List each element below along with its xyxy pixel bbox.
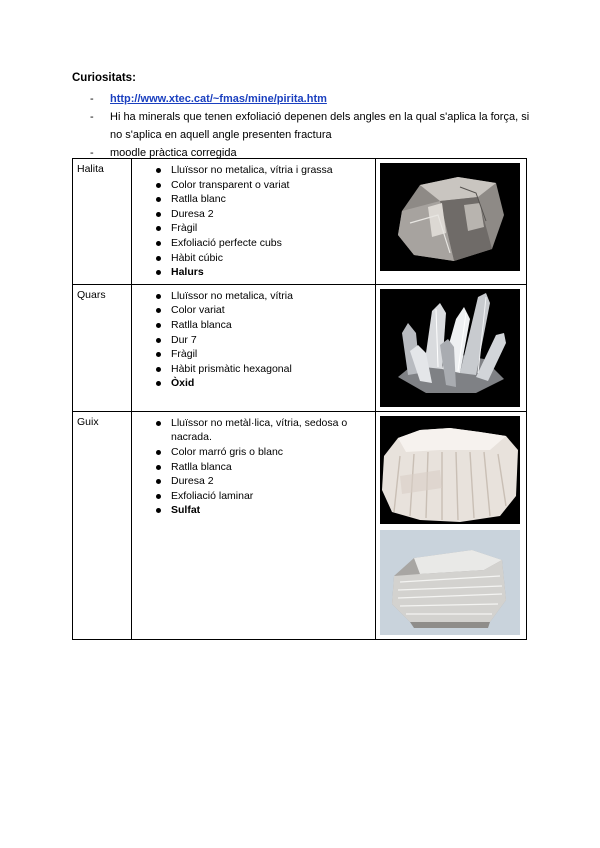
property-item: Ratlla blanca <box>136 460 371 475</box>
property-item: Ratlla blanca <box>136 318 371 333</box>
mineral-group: Sulfat <box>136 503 371 518</box>
gypsum-photo-2 <box>380 530 520 635</box>
property-item: Dur 7 <box>136 333 371 348</box>
quartz-photo <box>380 289 520 407</box>
mineral-group: Halurs <box>136 265 371 280</box>
halite-photo <box>380 163 520 271</box>
property-item: Hàbit prismàtic hexagonal <box>136 362 371 377</box>
mineral-name: Halita <box>73 159 132 285</box>
mineral-image-cell <box>376 411 527 639</box>
property-item: Duresa 2 <box>136 474 371 489</box>
mineral-name: Guix <box>73 411 132 639</box>
property-item: Lluïssor no metàl·lica, vítria, sedosa o nacrada. <box>136 416 371 445</box>
table-row <box>73 284 527 411</box>
property-item: Fràgil <box>136 221 371 236</box>
note-text: Hi ha minerals que tenen exfoliació depenen dels angles en la qual s'aplica la força, si no s'aplica en aquell angle presenten fractura <box>110 111 530 141</box>
property-item: Exfoliació perfecte cubs <box>136 236 371 251</box>
mineral-group: Òxid <box>136 376 371 391</box>
property-item: Ratlla blanc <box>136 192 371 207</box>
section-heading: Curiositats: <box>72 72 136 84</box>
mineral-image-cell <box>376 159 527 285</box>
note-text: moodle pràctica corregida <box>110 147 237 159</box>
mineral-properties <box>132 411 376 639</box>
note-item: - moodle pràctica corregida <box>90 147 237 159</box>
property-item: Color variat <box>136 303 371 318</box>
notes-list <box>90 90 530 162</box>
mineral-properties <box>132 159 376 285</box>
note-item[interactable]: - http://www.xtec.cat/~fmas/mine/pirita.htm <box>90 93 327 105</box>
property-item: Color transparent o variat <box>136 178 371 193</box>
pirita-link[interactable]: http://www.xtec.cat/~fmas/mine/pirita.htm <box>110 93 327 105</box>
property-item: Hàbit cúbic <box>136 251 371 266</box>
mineral-name: Quars <box>73 284 132 411</box>
minerals-table <box>72 158 527 640</box>
note-item: - Hi ha minerals que tenen exfoliació depenen dels angles en la qual s'aplica la força, si no s'aplica en aquell angle presenten fractura <box>90 111 530 141</box>
property-item: Fràgil <box>136 347 371 362</box>
mineral-image-cell <box>376 284 527 411</box>
mineral-properties <box>132 284 376 411</box>
property-item: Exfoliació laminar <box>136 489 371 504</box>
gypsum-photo <box>380 416 520 524</box>
property-item: Color marró gris o blanc <box>136 445 371 460</box>
property-item: Duresa 2 <box>136 207 371 222</box>
property-item: Lluïssor no metalica, vítria <box>136 289 371 304</box>
table-row <box>73 411 527 639</box>
table-row <box>73 159 527 285</box>
property-item: Lluïssor no metalica, vítria i grassa <box>136 163 371 178</box>
